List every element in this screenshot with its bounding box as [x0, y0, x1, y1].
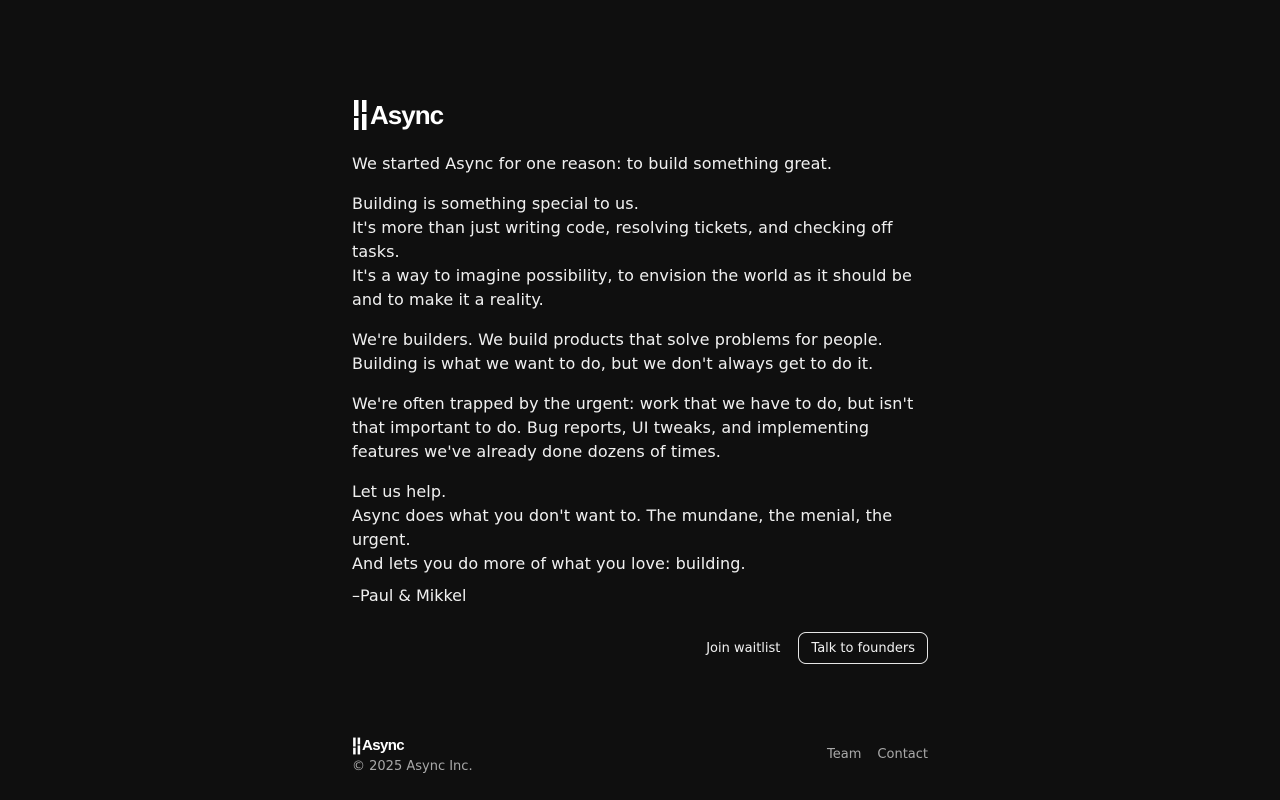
- footer-brand-name: Async: [362, 737, 405, 754]
- footer: [352, 737, 928, 779]
- letter-paragraph: [352, 480, 928, 576]
- letter-line: We're often trapped by the urgent: work that we have to do, but isn't that important to do. Bug reports, UI tweaks, and implementing features we've already done dozens of times.: [352, 394, 914, 461]
- talk-to-founders-button[interactable]: Talk to founders: [798, 632, 928, 664]
- letter-line: Let us help.: [352, 482, 447, 501]
- async-logo-icon: [352, 99, 368, 131]
- footer-links: [827, 747, 928, 762]
- letter-line: Async does what you don't want to. The mundane, the menial, the urgent.: [352, 506, 893, 549]
- letter-line: And lets you do more of what you love: building.: [352, 554, 746, 573]
- copyright: © 2025 Async Inc.: [352, 759, 473, 774]
- cta-actions: [352, 632, 928, 664]
- letter-line: We started Async for one reason: to build something great.: [352, 154, 833, 173]
- async-logo-icon: [352, 737, 361, 755]
- main-content: [352, 99, 928, 664]
- signature: –Paul & Mikkel: [352, 586, 467, 605]
- letter-paragraph: [352, 392, 928, 464]
- letter-line: It's more than just writing code, resolving tickets, and checking off tasks.: [352, 218, 893, 261]
- brand-name: Async: [370, 100, 444, 130]
- letter-line: It's a way to imagine possibility, to envision the world as it should be and to make it a reality.: [352, 266, 912, 309]
- brand-logo[interactable]: [352, 99, 928, 131]
- letter-paragraph: [352, 192, 928, 312]
- footer-link-contact[interactable]: Contact: [877, 747, 928, 762]
- founders-letter: [352, 152, 928, 576]
- footer-link-team[interactable]: Team: [827, 747, 862, 762]
- letter-line: Building is what we want to do, but we don't always get to do it.: [352, 354, 874, 373]
- letter-line: Building is something special to us.: [352, 194, 639, 213]
- letter-paragraph: [352, 152, 928, 176]
- letter-paragraph: [352, 328, 928, 376]
- letter-line: We're builders. We build products that solve problems for people.: [352, 330, 883, 349]
- join-waitlist-button[interactable]: Join waitlist: [706, 640, 781, 656]
